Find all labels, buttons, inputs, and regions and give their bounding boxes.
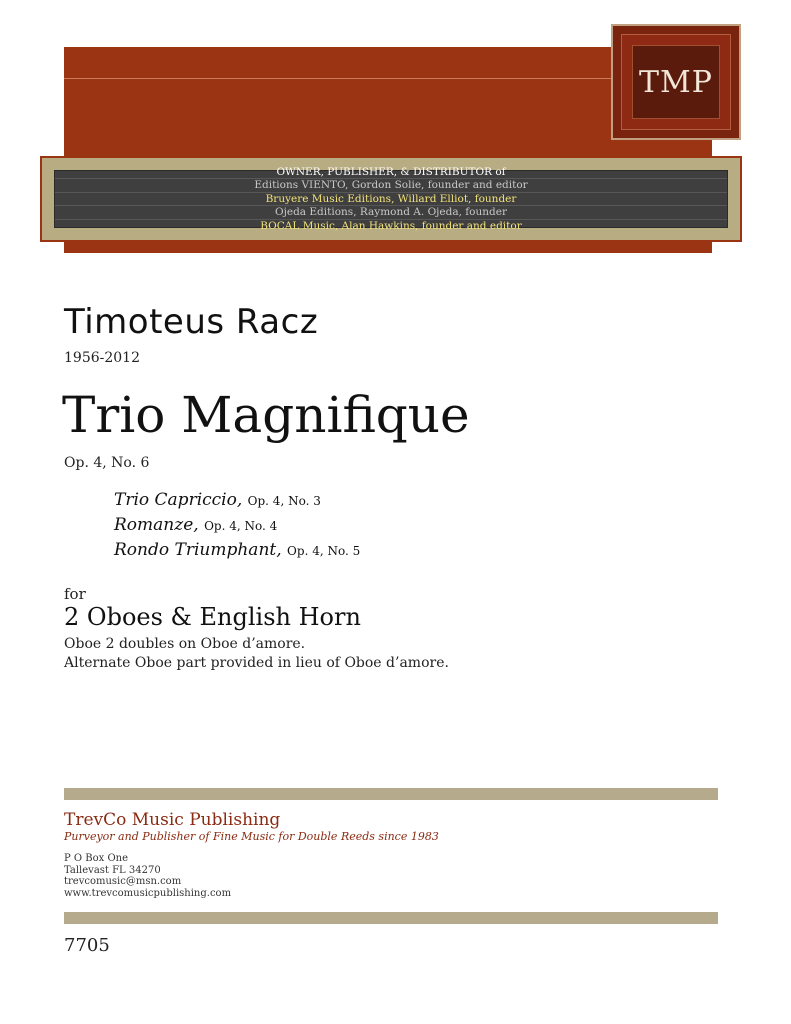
work-title: Trio Magnifique: [62, 386, 470, 444]
logo-text: TMP: [639, 64, 713, 100]
publisher-name: TrevCo Music Publishing: [64, 810, 281, 830]
composer-dates: 1956-2012: [64, 350, 140, 366]
related-work: [114, 538, 360, 563]
related-work-opus: Op. 4, No. 5: [287, 544, 361, 558]
instrumentation: 2 Oboes & English Horn: [64, 603, 361, 631]
work-opus: Op. 4, No. 6: [64, 455, 150, 471]
publisher-address: [64, 853, 231, 899]
instrumentation-note: Alternate Oboe part provided in lieu of Oboe d’amore.: [64, 655, 449, 671]
related-work-name: Trio Capriccio,: [114, 490, 243, 510]
address-line: Tallevast FL 34270: [64, 864, 161, 876]
website-link[interactable]: www.trevcomusicpublishing.com: [64, 887, 232, 899]
tmp-logo: [611, 24, 741, 140]
owner-line-viento: Editions VIENTO, Gordon Solie, founder and editor: [55, 179, 727, 193]
catalog-number: 7705: [64, 935, 110, 956]
related-work: [114, 513, 360, 538]
related-work-name: Romanze,: [114, 515, 199, 535]
instrumentation-note: Oboe 2 doubles on Oboe d’amore.: [64, 636, 306, 652]
footer-rule-bottom: [64, 912, 718, 924]
owner-line-ojeda: Ojeda Editions, Raymond A. Ojeda, founder: [55, 206, 727, 220]
email-link[interactable]: trevcomusic@msn.com: [64, 876, 182, 887]
related-work-opus: Op. 4, No. 4: [204, 519, 278, 533]
related-work-name: Rondo Triumphant,: [114, 540, 282, 560]
owner-box: [54, 165, 728, 232]
logo-frame: [621, 34, 731, 130]
publisher-tagline: Purveyor and Publisher of Fine Music for Double Reeds since 1983: [64, 830, 439, 843]
logo-plate: [632, 45, 720, 119]
address-line: P O Box One: [64, 853, 129, 864]
related-works: [114, 488, 360, 563]
banner-divider: [64, 78, 612, 79]
owner-heading: OWNER, PUBLISHER, & DISTRIBUTOR of: [55, 166, 727, 180]
related-work: [114, 488, 360, 513]
owner-line-bruyere: Bruyere Music Editions, Willard Elliot, founder: [55, 193, 727, 207]
for-label: for: [64, 585, 86, 603]
owner-panel: [40, 156, 742, 242]
related-work-opus: Op. 4, No. 3: [247, 494, 321, 508]
footer-rule-top: [64, 788, 718, 800]
owner-line-bocal: BOCAL Music, Alan Hawkins, founder and editor: [260, 219, 522, 232]
composer-name: Timoteus Racz: [64, 302, 319, 342]
